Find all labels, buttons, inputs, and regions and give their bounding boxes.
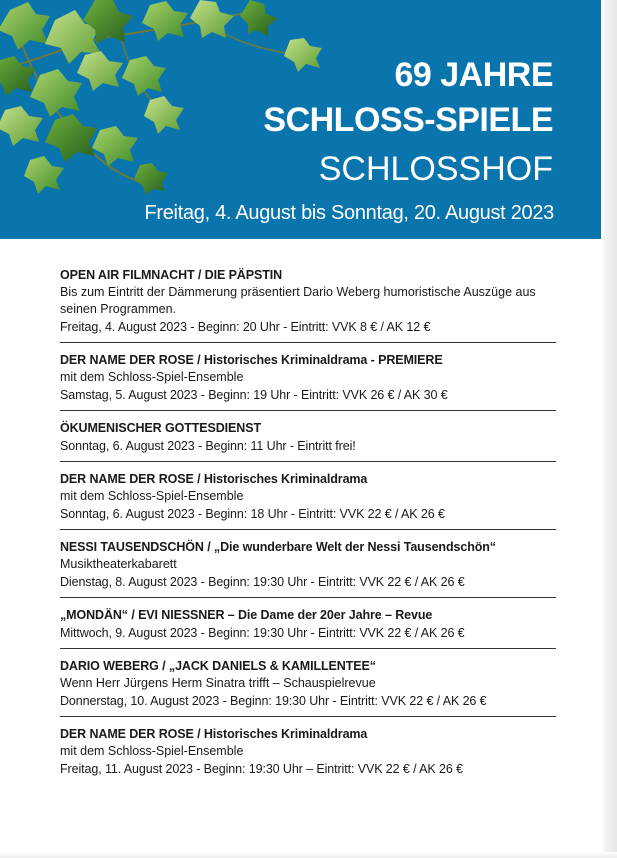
event-details: Sonntag, 6. August 2023 - Beginn: 18 Uhr - Eintritt: VVK 22 € / AK 26 € bbox=[60, 507, 445, 521]
event-item bbox=[60, 657, 556, 717]
event-item bbox=[60, 351, 556, 411]
event-description: mit dem Schloss-Spiel-Ensemble bbox=[60, 370, 244, 384]
page-edge-shadow bbox=[601, 0, 617, 858]
event-item bbox=[60, 470, 556, 530]
event-item bbox=[60, 419, 556, 462]
event-title: DER NAME DER ROSE / Historisches Kriminaldrama bbox=[60, 727, 368, 741]
event-list bbox=[60, 266, 556, 792]
title-venue: SCHLOSSHOF bbox=[318, 150, 553, 188]
event-description: mit dem Schloss-Spiel-Ensemble bbox=[60, 489, 244, 503]
event-details: Samstag, 5. August 2023 - Beginn: 19 Uhr - Eintritt: VVK 26 € / AK 30 € bbox=[60, 388, 448, 402]
event-description: Wenn Herr Jürgens Herm Sinatra trifft – Schauspielrevue bbox=[60, 676, 376, 690]
event-title: NESSI TAUSENDSCHÖN / „Die wunderbare Welt der Nessi Tausendschön“ bbox=[60, 540, 496, 554]
event-details: Donnerstag, 10. August 2023 - Beginn: 19:30 Uhr - Eintritt: VVK 22 € / AK 26 € bbox=[60, 694, 487, 708]
event-item bbox=[60, 606, 556, 649]
event-title: „MONDÄN“ / EVI NIESSNER – Die Dame der 20er Jahre – Revue bbox=[60, 608, 433, 622]
event-title: DER NAME DER ROSE / Historisches Kriminaldrama - PREMIERE bbox=[60, 353, 443, 367]
ivy-leaves-image bbox=[0, 0, 340, 200]
event-description: mit dem Schloss-Spiel-Ensemble bbox=[60, 744, 244, 758]
title-years: 69 JAHRE bbox=[394, 56, 553, 94]
event-details: Mittwoch, 9. August 2023 - Beginn: 19:30 Uhr - Eintritt: VVK 22 € / AK 26 € bbox=[60, 626, 465, 640]
event-details: Sonntag, 6. August 2023 - Beginn: 11 Uhr - Eintritt frei! bbox=[60, 439, 356, 453]
event-details: Dienstag, 8. August 2023 - Beginn: 19:30 Uhr - Eintritt: VVK 22 € / AK 26 € bbox=[60, 575, 465, 589]
page-bottom-shadow bbox=[0, 852, 617, 858]
header-banner bbox=[0, 0, 601, 239]
event-description: Musiktheaterkabarett bbox=[60, 557, 177, 571]
event-title: DER NAME DER ROSE / Historisches Kriminaldrama bbox=[60, 472, 368, 486]
event-item bbox=[60, 266, 556, 343]
title-festival: SCHLOSS-SPIELE bbox=[263, 101, 553, 139]
event-title: ÖKUMENISCHER GOTTESDIENST bbox=[60, 421, 261, 435]
event-details: Freitag, 11. August 2023 - Beginn: 19:30 Uhr – Eintritt: VVK 22 € / AK 26 € bbox=[60, 762, 463, 776]
event-description: Bis zum Eintritt der Dämmerung präsentiert Dario Weberg humoristische Auszüge aus seinen Programmen. bbox=[60, 285, 536, 316]
event-item bbox=[60, 725, 556, 784]
event-item bbox=[60, 538, 556, 598]
event-title: OPEN AIR FILMNACHT / DIE PÄPSTIN bbox=[60, 268, 283, 282]
event-details: Freitag, 4. August 2023 - Beginn: 20 Uhr - Eintritt: VVK 8 € / AK 12 € bbox=[60, 320, 431, 334]
event-title: DARIO WEBERG / „JACK DANIELS & KAMILLENTEE“ bbox=[60, 659, 376, 673]
date-range: Freitag, 4. August bis Sonntag, 20. August 2023 bbox=[144, 202, 554, 224]
